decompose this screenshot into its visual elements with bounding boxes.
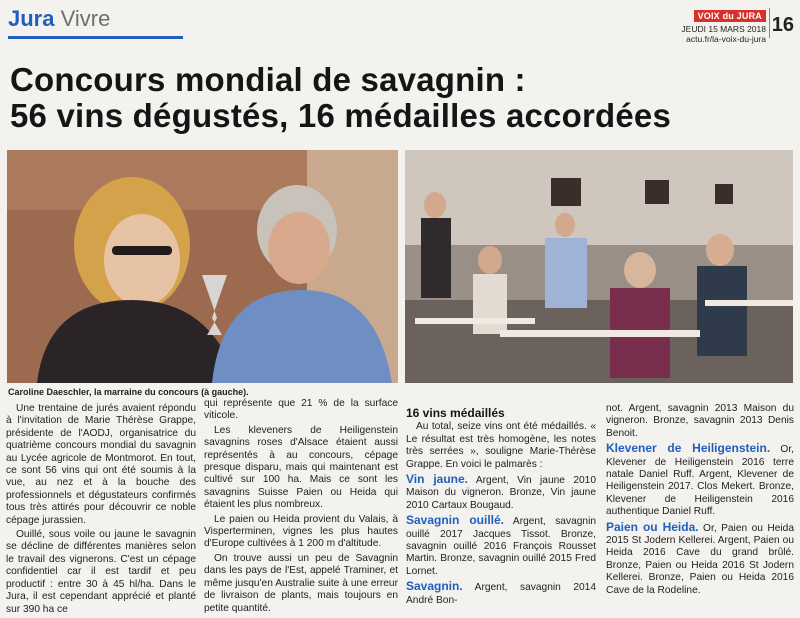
article-column-3 [406, 407, 596, 609]
page-header [0, 0, 800, 44]
award-entry [406, 514, 596, 578]
article-column-1 [6, 403, 196, 618]
award-category: Klevener de Heiligenstein. [606, 441, 771, 456]
website-url: actu.fr/la-voix-du-jura [686, 34, 766, 44]
awards-subheading: 16 vins médaillés [406, 406, 505, 420]
award-entry [606, 521, 794, 597]
article-headline [10, 62, 790, 134]
page-number: 16 [771, 14, 794, 36]
headline-line-2: 56 vins dégustés, 16 médailles accordées [10, 97, 672, 134]
paragraph: Ouillé, sous voile ou jaune le savagnin se décline de différentes manières selon le travail des vignerons. C'est un cépage confidentiel car il est tardif et peu productif : entre 30 à 45 hl/ha. Dans le Jura, il est cependant apprécié et planté sur 390 ha ce [6, 529, 196, 615]
award-text: Argent, savagnin ouillé 2017 Jacques Tissot. Bronze, savagnin ouillé 2016 François Rousset Martin. Bronze, savagnin ouillé 2015 Fred Lornet. [406, 516, 596, 577]
section-rule [8, 36, 183, 39]
photo-wine-tasting-closeup [7, 150, 398, 383]
award-text: Or, Klevener de Heiligenstein 2016 terre natale Daniel Ruff. Argent, Klevener de Heiligenstein 2017. Clos Mekert. Bronze, Klevener de Heiligenstein 2016 authentique Daniel Ruff. [606, 444, 794, 518]
award-category: Savagnin. [406, 579, 463, 594]
award-entry [406, 580, 596, 607]
paragraph: qui représente que 21 % de la surface viticole. [204, 398, 398, 422]
photo-caption: Caroline Daeschler, la marraine du concours (à gauche). [8, 387, 249, 397]
headline-line-1: Concours mondial de savagnin : [10, 61, 526, 98]
issue-date: JEUDI 15 MARS 2018 [681, 24, 766, 34]
masthead [666, 6, 766, 44]
paragraph: Une trentaine de jurés avaient répondu à l'invitation de Marie Thérèse Grappe, présidente de l'AODJ, organisatrice du quatrième concours mondial du savagnin au Lycée agricole de Montmorot. En tout, ce sont 56 vins qui ont été soumis à la vue, au nez et à la bouche des professionnels et dégustateurs confirmés tous très attirés pour découvrir ce noble cépage jurassien. [6, 403, 196, 526]
paragraph: Le paien ou Heida provient du Valais, à Visperterminen, vignes les plus hautes d'Europe cultivées à 1 200 m d'altitude. [204, 513, 398, 550]
award-entry [606, 442, 794, 518]
award-text: Argent, Vin jaune 2010 Maison du vigneron. Bronze, Vin jaune 2010 Cartaux Bougaud. [406, 475, 597, 511]
paragraph: Au total, seize vins ont été médaillés. « Le résultat est très homogène, les notes très serrées », souligne Marie-Thérèse Grappe. En voici le palmarès : [406, 421, 596, 470]
award-entry [406, 473, 596, 512]
section-title-strong: Jura [8, 6, 55, 31]
section-title-light: Vivre [60, 6, 111, 31]
award-text: Or, Paien ou Heida 2015 St Jodern Kellerei. Argent, Paien ou Heida 2016 Cave du grand brûlé. Bronze, Paien ou Heida 2016 St Jodern Kellerei. Bronze, Paien ou Heida 2016 Cave de la Rodeline. [606, 522, 794, 596]
newspaper-logo: VOIX du JURA [694, 10, 766, 22]
paragraph: not. Argent, savagnin 2013 Maison du vigneron. Bronze, savagnin 2013 Denis Benoit. [606, 403, 794, 439]
award-category: Paien ou Heida. [606, 519, 699, 534]
award-text: Argent, savagnin 2014 André Bon- [406, 582, 596, 606]
article-column-2 [204, 398, 398, 617]
award-category: Vin jaune. [406, 472, 469, 487]
award-category: Savagnin ouillé. [406, 513, 504, 528]
paragraph: On trouve aussi un peu de Savagnin dans les pays de l'Est, appelé Traminer, et même jusqu'en Australie suite à une erreur de livraison de plants, mais toujours en petite quantité. [204, 552, 398, 614]
page-number-divider [769, 8, 770, 38]
photo-tasting-room [405, 150, 793, 383]
paragraph: Les kleveners de Heiligenstein savagnins roses d'Alsace étaient aussi représentés à au concours, cépage presque disparu, mais qui maintenant est cultivé sur 100 ha. Mais ce sont les savagnins Suisse Paien ou Heida qui étaient les plus nombreux. [204, 424, 398, 511]
article-column-4 [606, 403, 794, 599]
section-title [8, 6, 110, 32]
